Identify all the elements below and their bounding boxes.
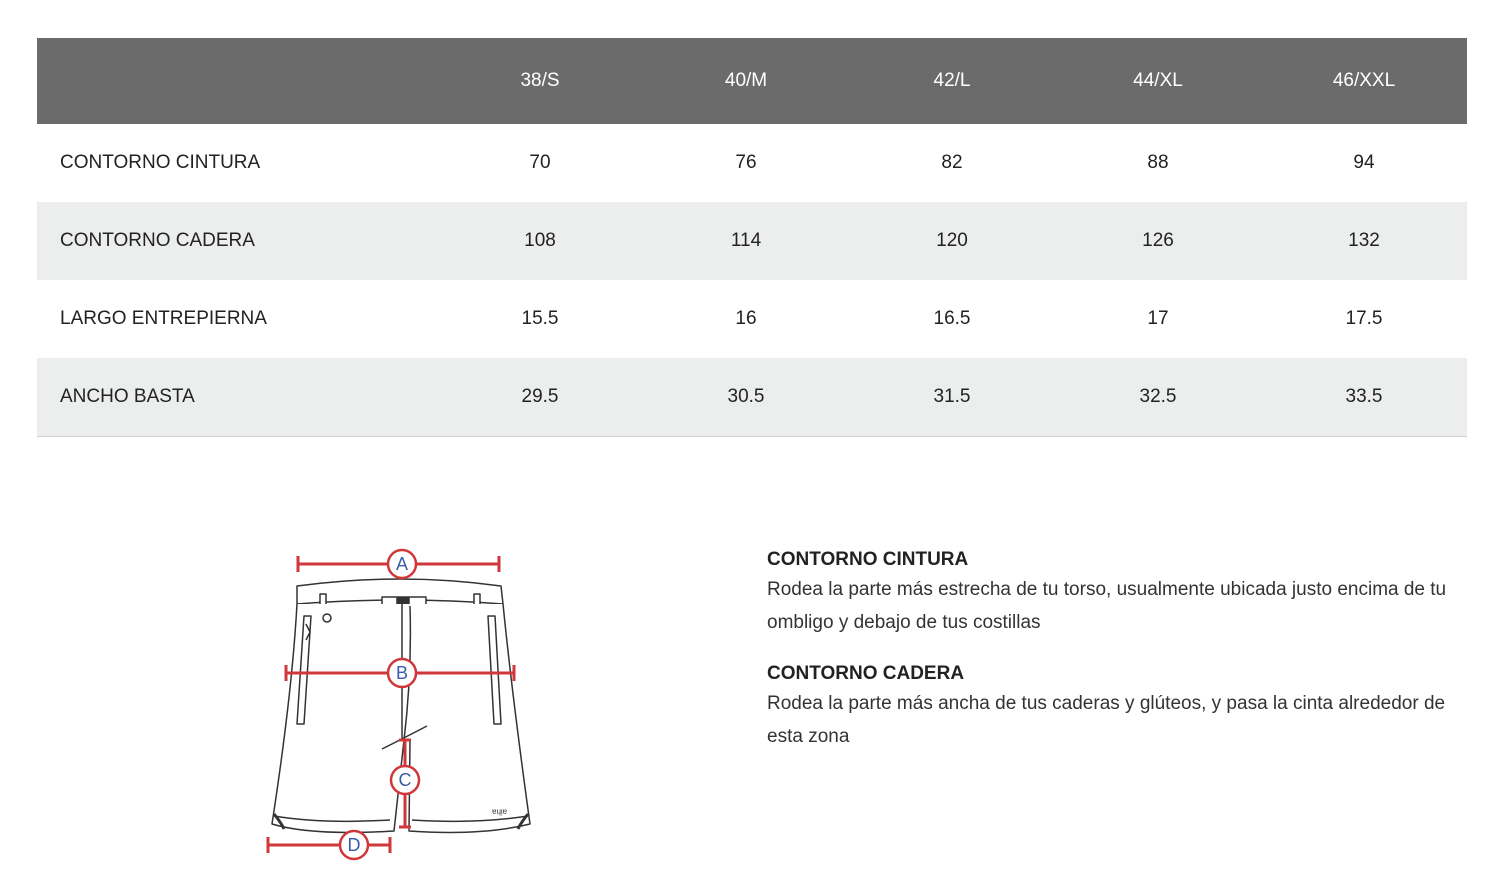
table-cell: 70 xyxy=(529,152,551,173)
table-cell: 16 xyxy=(735,308,757,329)
header-empty xyxy=(37,38,437,124)
table-cell: 94 xyxy=(1353,152,1375,173)
measurement-guide xyxy=(767,547,1467,775)
header-size-m: 40/M xyxy=(643,38,849,124)
table-header-row xyxy=(37,38,1467,124)
logo: ɐɥᴉɐ xyxy=(492,807,508,816)
table-cell: 17.5 xyxy=(1345,308,1383,329)
header-size-xxl: 46/XXL xyxy=(1261,38,1467,124)
measurement-title: CONTORNO CINTURA xyxy=(767,549,969,570)
marker-b-label: B xyxy=(395,663,409,683)
table-row xyxy=(37,202,1467,280)
table-cell: 30.5 xyxy=(643,358,849,436)
row-label: CONTORNO CINTURA xyxy=(60,152,261,173)
measurement-title: CONTORNO CADERA xyxy=(767,663,965,684)
table-row xyxy=(37,124,1467,202)
row-label: ANCHO BASTA xyxy=(37,358,437,436)
table-cell: 82 xyxy=(941,152,963,173)
table-row xyxy=(37,280,1467,358)
table-cell: 32.5 xyxy=(1055,358,1261,436)
keyring xyxy=(323,614,331,622)
table-cell: 15.5 xyxy=(521,308,559,329)
shorts-diagram xyxy=(262,544,542,862)
table-cell: 17 xyxy=(1147,308,1169,329)
size-table xyxy=(37,38,1467,437)
measure-line-d xyxy=(268,837,390,853)
table-cell: 132 xyxy=(1261,202,1467,280)
header-size-l: 42/L xyxy=(849,38,1055,124)
table-cell: 120 xyxy=(849,202,1055,280)
table-cell: 114 xyxy=(643,202,849,280)
header-size-s: 38/S xyxy=(437,38,643,124)
measurement-description: Rodea la parte más ancha de tus caderas y glúteos, y pasa la cinta alrededor de esta zona xyxy=(767,693,1446,747)
marker-c-label: C xyxy=(398,770,412,790)
table-row xyxy=(37,358,1467,436)
table-cell: 31.5 xyxy=(849,358,1055,436)
header-size-xl: 44/XL xyxy=(1055,38,1261,124)
row-label: LARGO ENTREPIERNA xyxy=(60,308,267,329)
measurement-block xyxy=(767,547,1467,639)
row-label: CONTORNO CADERA xyxy=(37,202,437,280)
table-cell: 126 xyxy=(1055,202,1261,280)
table-cell: 108 xyxy=(437,202,643,280)
table-cell: 16.5 xyxy=(933,308,971,329)
marker-d-label: D xyxy=(347,835,361,855)
marker-a-label: A xyxy=(395,554,409,574)
measurement-description: Rodea la parte más estrecha de tu torso, usualmente ubicada justo encima de tu ombligo y debajo de tus costillas xyxy=(767,579,1447,633)
table-cell: 76 xyxy=(735,152,757,173)
table-cell: 29.5 xyxy=(437,358,643,436)
table-cell: 88 xyxy=(1147,152,1169,173)
measurement-block xyxy=(767,661,1467,753)
table-cell: 33.5 xyxy=(1261,358,1467,436)
